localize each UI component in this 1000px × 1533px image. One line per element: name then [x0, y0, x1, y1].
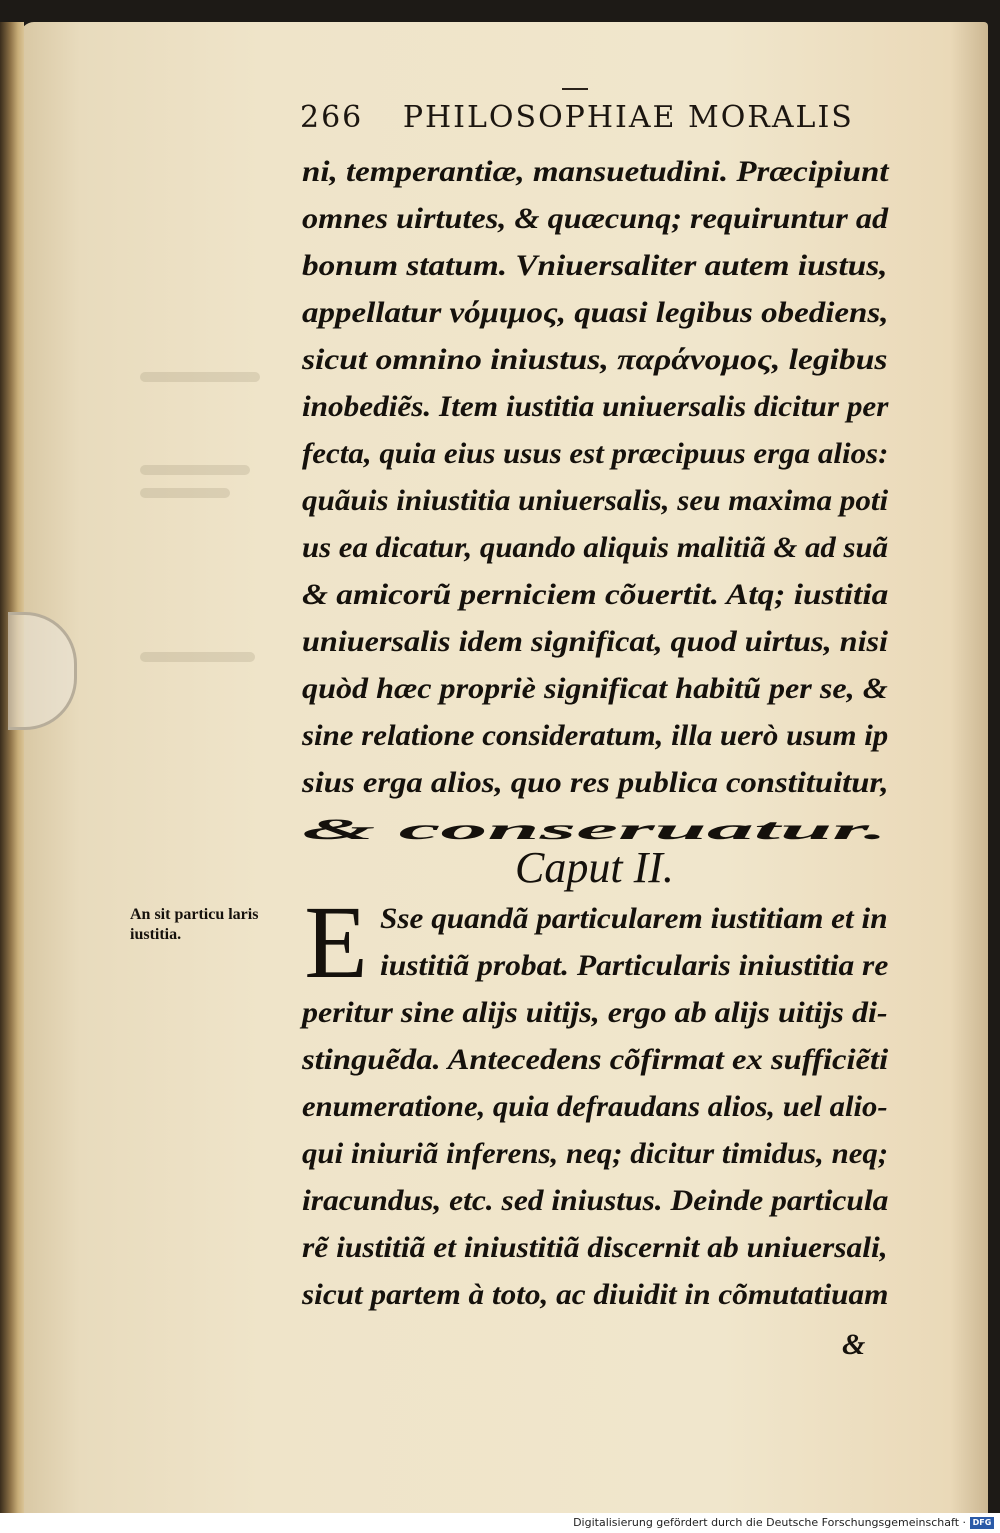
chapter-line: sicut partem à toto, ac diuidit in cõmutatiuam: [302, 1278, 889, 1311]
chapter-line: enumeratione, quia defraudans alios, uel alio-: [302, 1090, 888, 1123]
catchword: &: [842, 1328, 866, 1361]
text-line: sine relatione consideratum, illa uerò usum ip: [302, 719, 889, 752]
chapter-line: qui iniuriã inferens, neq; dicitur timidus, neq;: [302, 1137, 889, 1170]
digitization-footer: [0, 1513, 1000, 1533]
text-line: sius erga alios, quo res publica constituitur,: [302, 766, 889, 799]
text-line: sicut omnino iniustus, παράνομος, legibus: [302, 343, 888, 376]
running-title: PHILOSOPHIAE MORALIS: [402, 100, 854, 135]
show-through: [140, 372, 260, 382]
text-line: appellatur νόμιμος, quasi legibus obediens,: [302, 296, 889, 329]
text-line: bonum statum. Vniuersaliter autem iustus,: [302, 249, 888, 282]
text-line: fecta, quia eius usus est præcipuus erga alios:: [302, 437, 889, 470]
chapter-line: rẽ iustitiã et iniustitiã discernit ab uniuersali,: [302, 1231, 888, 1264]
footer-text: Digitalisierung gefördert durch die Deutsche Forschungsgemeinschaft ·: [573, 1516, 966, 1529]
chapter-line: iustitiã probat. Particularis iniustitia re: [380, 949, 889, 982]
text-line: & amicorũ perniciem cõuertit. Atq; iustitia: [302, 578, 889, 611]
chapter-heading: Caput II.: [515, 843, 674, 892]
header-rule: [562, 88, 588, 90]
show-through: [140, 465, 250, 475]
show-through: [140, 488, 230, 498]
running-header: [300, 100, 870, 140]
show-through: [140, 652, 255, 662]
dfg-logo: DFG: [970, 1517, 994, 1529]
chapter-line: stinguẽda. Antecedens cõfirmat ex sufficiẽti: [302, 1043, 889, 1076]
chapter-line: iracundus, etc. sed iniustus. Deinde particula: [302, 1184, 889, 1217]
text-line: inobediẽs. Item iustitia uniuersalis dicitur per: [302, 390, 889, 423]
initial-letter: E: [304, 885, 368, 1000]
page-number: 266: [300, 100, 364, 135]
chapter-line: Sse quandã particularem iustitiam et in: [380, 902, 888, 935]
margin-note: An sit particu laris iustitia.: [130, 906, 259, 943]
page-gutter: [0, 22, 24, 1513]
text-line: us ea dicatur, quando aliquis malitiã & ad suã: [302, 531, 888, 564]
text-line: omnes uirtutes, & quæcunq; requiruntur ad: [302, 202, 889, 235]
text-line: quãuis iniustitia uniuersalis, seu maxima poti: [302, 484, 889, 517]
text-line: quòd hæc propriè significat habitũ per se, &: [302, 672, 888, 705]
text-line: ni, temperantiæ, mansuetudini. Præcipiunt: [302, 155, 889, 188]
text-line: uniuersalis idem significat, quod uirtus, nisi: [302, 625, 888, 658]
chapter-line: peritur sine alijs uitijs, ergo ab alijs uitijs di-: [302, 996, 888, 1029]
text-line: & conseruatur.: [302, 813, 888, 846]
